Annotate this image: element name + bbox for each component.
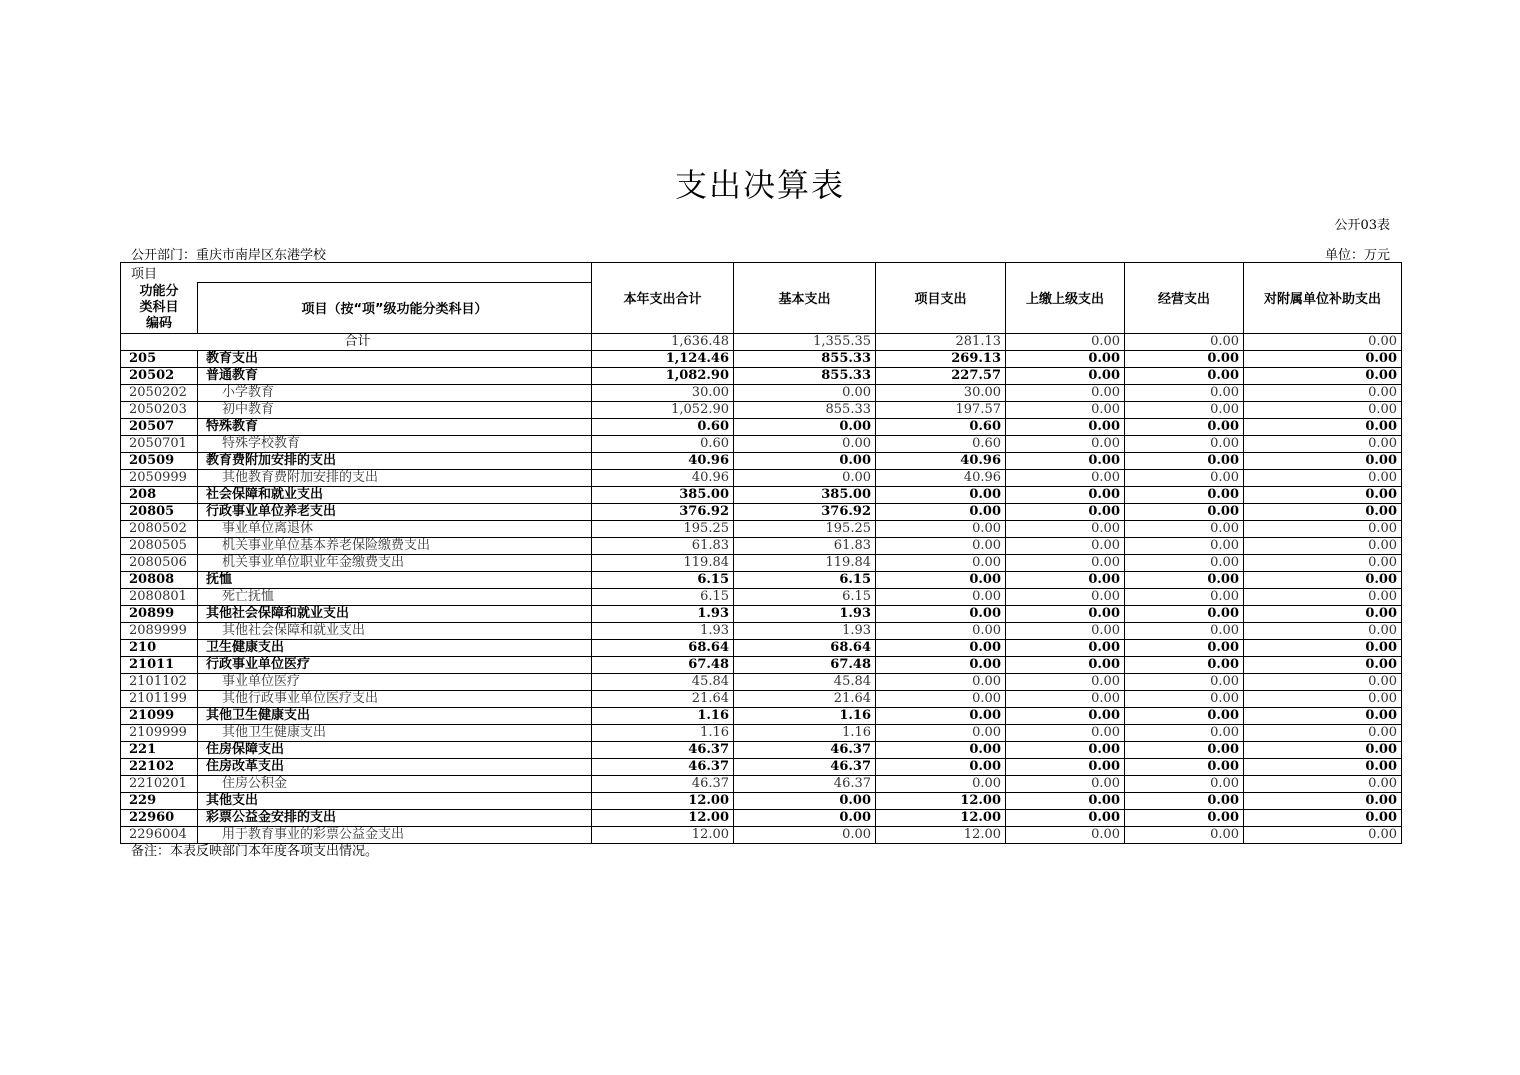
row-value: 0.00: [1244, 571, 1402, 588]
header-func-code: [121, 283, 198, 334]
row-value: 0.00: [1244, 673, 1402, 690]
row-value: 0.00: [734, 792, 876, 809]
row-value: 227.57: [876, 367, 1006, 384]
header-func-code-line3: 编码: [145, 315, 172, 331]
row-value: 855.33: [734, 350, 876, 367]
row-name: 机关事业单位基本养老保险缴费支出: [198, 537, 592, 554]
row-value: 0.00: [1244, 605, 1402, 622]
table-row: [121, 707, 1402, 724]
row-name: 其他教育费附加安排的支出: [198, 469, 592, 486]
table-row: [121, 792, 1402, 809]
row-value: 0.00: [1125, 435, 1244, 452]
total-row: [121, 333, 1402, 350]
row-value: 0.00: [1125, 707, 1244, 724]
row-value: 0.00: [1125, 503, 1244, 520]
row-value: 0.00: [1006, 690, 1125, 707]
row-value: 0.00: [1244, 622, 1402, 639]
row-code: 22102: [121, 758, 198, 775]
header-project-exp: 项目支出: [876, 263, 1006, 334]
total-label: 合计: [121, 333, 592, 350]
row-code: 20502: [121, 367, 198, 384]
row-name: 用于教育事业的彩票公益金支出: [198, 826, 592, 843]
row-code: 210: [121, 639, 198, 656]
row-code: 20805: [121, 503, 198, 520]
row-value: 1.16: [592, 724, 734, 741]
row-value: 0.00: [876, 758, 1006, 775]
row-value: 12.00: [876, 809, 1006, 826]
row-name: 社会保障和就业支出: [198, 486, 592, 503]
row-value: 0.00: [1244, 639, 1402, 656]
row-value: 61.83: [592, 537, 734, 554]
row-value: 0.00: [1125, 809, 1244, 826]
table-row: [121, 350, 1402, 367]
row-value: 0.00: [1006, 673, 1125, 690]
row-value: 0.00: [734, 435, 876, 452]
row-value: 0.00: [1006, 418, 1125, 435]
row-value: 0.00: [1244, 809, 1402, 826]
row-value: 0.00: [1006, 588, 1125, 605]
row-value: 0.00: [1125, 554, 1244, 571]
row-value: 0.00: [876, 622, 1006, 639]
row-value: 0.00: [1006, 537, 1125, 554]
row-name: 其他社会保障和就业支出: [198, 605, 592, 622]
table-row: [121, 741, 1402, 758]
row-value: 46.37: [592, 741, 734, 758]
row-value: 0.00: [1006, 775, 1125, 792]
row-value: 0.00: [1125, 792, 1244, 809]
row-name: 教育费附加安排的支出: [198, 452, 592, 469]
row-value: 0.00: [1006, 435, 1125, 452]
table-row: [121, 401, 1402, 418]
row-value: 0.00: [1244, 350, 1402, 367]
header-basic: 基本支出: [734, 263, 876, 334]
row-value: 0.00: [1125, 486, 1244, 503]
row-value: 0.00: [1006, 758, 1125, 775]
row-value: 0.00: [1006, 792, 1125, 809]
row-value: 0.00: [1006, 503, 1125, 520]
row-name: 特殊教育: [198, 418, 592, 435]
row-code: 20808: [121, 571, 198, 588]
row-name: 彩票公益金安排的支出: [198, 809, 592, 826]
row-value: 0.60: [876, 418, 1006, 435]
row-name: 普通教育: [198, 367, 592, 384]
row-code: 208: [121, 486, 198, 503]
row-value: 0.00: [1006, 350, 1125, 367]
row-value: 0.00: [876, 486, 1006, 503]
row-value: 0.00: [876, 520, 1006, 537]
total-value: 0.00: [1006, 333, 1125, 350]
header-business: 经营支出: [1125, 263, 1244, 334]
row-name: 抚恤: [198, 571, 592, 588]
header-project-name: 项目（按“项”级功能分类科目）: [198, 283, 592, 334]
footnote: 备注：本表反映部门本年度各项支出情况。: [131, 844, 379, 859]
row-code: 22960: [121, 809, 198, 826]
expenditure-table: [120, 262, 1402, 844]
row-name: 初中教育: [198, 401, 592, 418]
row-value: 1.16: [734, 724, 876, 741]
row-value: 0.00: [1006, 724, 1125, 741]
row-value: 0.00: [1244, 418, 1402, 435]
table-row: [121, 673, 1402, 690]
row-name: 住房公积金: [198, 775, 592, 792]
row-value: 0.00: [1125, 452, 1244, 469]
row-value: 40.96: [592, 452, 734, 469]
row-value: 12.00: [876, 826, 1006, 843]
row-name: 住房改革支出: [198, 758, 592, 775]
row-value: 197.57: [876, 401, 1006, 418]
table-row: [121, 384, 1402, 401]
department-label: 公开部门：重庆市南岸区东港学校: [131, 248, 327, 263]
row-value: 0.00: [1125, 418, 1244, 435]
row-code: 2080801: [121, 588, 198, 605]
row-value: 0.00: [1125, 350, 1244, 367]
row-value: 0.00: [876, 639, 1006, 656]
row-value: 61.83: [734, 537, 876, 554]
row-value: 0.00: [1244, 520, 1402, 537]
row-value: 0.00: [1244, 486, 1402, 503]
row-value: 0.00: [1125, 741, 1244, 758]
row-value: 0.00: [1006, 520, 1125, 537]
row-code: 20899: [121, 605, 198, 622]
row-value: 0.00: [1244, 554, 1402, 571]
row-value: 0.00: [734, 384, 876, 401]
row-value: 0.00: [1006, 707, 1125, 724]
table-row: [121, 724, 1402, 741]
row-value: 0.00: [876, 605, 1006, 622]
row-code: 2109999: [121, 724, 198, 741]
row-value: 0.00: [1006, 571, 1125, 588]
table-row: [121, 656, 1402, 673]
row-value: 0.00: [1006, 452, 1125, 469]
header-upper: 上缴上级支出: [1006, 263, 1125, 334]
table-row: [121, 503, 1402, 520]
row-value: 0.00: [1125, 520, 1244, 537]
row-value: 21.64: [592, 690, 734, 707]
row-value: 0.00: [1006, 639, 1125, 656]
row-value: 0.00: [1125, 571, 1244, 588]
table-row: [121, 452, 1402, 469]
row-name: 其他卫生健康支出: [198, 707, 592, 724]
row-value: 376.92: [734, 503, 876, 520]
table-row: [121, 622, 1402, 639]
row-value: 0.00: [1006, 554, 1125, 571]
table-row: [121, 537, 1402, 554]
table-row: [121, 435, 1402, 452]
row-code: 2080502: [121, 520, 198, 537]
row-value: 0.00: [1006, 384, 1125, 401]
total-value: 0.00: [1244, 333, 1402, 350]
row-value: 67.48: [734, 656, 876, 673]
row-name: 其他支出: [198, 792, 592, 809]
row-value: 0.00: [1244, 792, 1402, 809]
row-code: 20509: [121, 452, 198, 469]
row-value: 0.00: [876, 554, 1006, 571]
header-func-code-line1: 功能分: [139, 283, 179, 299]
row-value: 0.00: [1125, 605, 1244, 622]
row-value: 0.00: [1244, 724, 1402, 741]
row-value: 0.00: [1006, 622, 1125, 639]
row-code: 205: [121, 350, 198, 367]
row-name: 特殊学校教育: [198, 435, 592, 452]
row-value: 1.93: [592, 605, 734, 622]
row-value: 68.64: [592, 639, 734, 656]
total-value: 1,636.48: [592, 333, 734, 350]
row-value: 0.00: [1125, 758, 1244, 775]
row-code: 2050701: [121, 435, 198, 452]
row-value: 30.00: [876, 384, 1006, 401]
row-name: 教育支出: [198, 350, 592, 367]
row-code: 2050999: [121, 469, 198, 486]
row-value: 12.00: [876, 792, 1006, 809]
row-value: 0.00: [1006, 401, 1125, 418]
row-value: 0.00: [1244, 537, 1402, 554]
row-value: 68.64: [734, 639, 876, 656]
row-value: 385.00: [734, 486, 876, 503]
row-value: 40.96: [876, 469, 1006, 486]
row-value: 0.60: [592, 435, 734, 452]
row-value: 6.15: [592, 588, 734, 605]
row-value: 46.37: [592, 758, 734, 775]
row-value: 0.00: [734, 809, 876, 826]
row-code: 2080505: [121, 537, 198, 554]
row-value: 0.00: [876, 724, 1006, 741]
row-value: 0.00: [1244, 826, 1402, 843]
header-total: 本年支出合计: [592, 263, 734, 334]
row-value: 0.00: [1125, 639, 1244, 656]
row-value: 0.00: [734, 452, 876, 469]
row-code: 2296004: [121, 826, 198, 843]
table-row: [121, 418, 1402, 435]
row-value: 21.64: [734, 690, 876, 707]
table-row: [121, 775, 1402, 792]
row-name: 小学教育: [198, 384, 592, 401]
table-body: [121, 333, 1402, 843]
table-row: [121, 486, 1402, 503]
row-value: 0.00: [1244, 469, 1402, 486]
row-name: 事业单位离退休: [198, 520, 592, 537]
row-value: 0.00: [876, 503, 1006, 520]
row-value: 0.00: [1244, 452, 1402, 469]
row-value: 0.00: [1244, 367, 1402, 384]
row-code: 2210201: [121, 775, 198, 792]
row-value: 12.00: [592, 826, 734, 843]
row-value: 6.15: [734, 588, 876, 605]
row-value: 1.93: [734, 622, 876, 639]
row-value: 6.15: [734, 571, 876, 588]
row-value: 45.84: [592, 673, 734, 690]
total-value: 281.13: [876, 333, 1006, 350]
row-value: 46.37: [734, 758, 876, 775]
row-name: 卫生健康支出: [198, 639, 592, 656]
row-name: 行政事业单位医疗: [198, 656, 592, 673]
row-code: 21099: [121, 707, 198, 724]
row-value: 0.00: [1125, 775, 1244, 792]
row-value: 0.00: [1006, 469, 1125, 486]
row-value: 0.00: [1006, 486, 1125, 503]
row-value: 12.00: [592, 792, 734, 809]
row-value: 1,124.46: [592, 350, 734, 367]
row-value: 0.00: [1244, 741, 1402, 758]
row-value: 0.00: [1244, 656, 1402, 673]
header-project: 项目: [121, 263, 592, 283]
row-value: 385.00: [592, 486, 734, 503]
row-code: 2101199: [121, 690, 198, 707]
row-value: 0.00: [1125, 367, 1244, 384]
row-value: 0.00: [1125, 469, 1244, 486]
table-row: [121, 520, 1402, 537]
row-value: 0.00: [876, 707, 1006, 724]
row-value: 0.00: [876, 571, 1006, 588]
table-row: [121, 571, 1402, 588]
row-value: 0.00: [1125, 826, 1244, 843]
row-value: 0.00: [1125, 384, 1244, 401]
row-value: 0.00: [1125, 724, 1244, 741]
row-value: 376.92: [592, 503, 734, 520]
row-value: 0.00: [1006, 809, 1125, 826]
row-name: 行政事业单位养老支出: [198, 503, 592, 520]
table-row: [121, 690, 1402, 707]
row-value: 46.37: [592, 775, 734, 792]
row-value: 0.00: [876, 537, 1006, 554]
row-value: 0.00: [1125, 673, 1244, 690]
row-value: 0.00: [1125, 622, 1244, 639]
row-value: 46.37: [734, 775, 876, 792]
row-code: 2050202: [121, 384, 198, 401]
row-code: 2050203: [121, 401, 198, 418]
table-row: [121, 469, 1402, 486]
row-value: 119.84: [592, 554, 734, 571]
row-value: 1,052.90: [592, 401, 734, 418]
row-value: 195.25: [592, 520, 734, 537]
row-value: 0.00: [1125, 588, 1244, 605]
row-name: 住房保障支出: [198, 741, 592, 758]
row-value: 1.93: [734, 605, 876, 622]
row-value: 0.00: [1006, 826, 1125, 843]
row-value: 0.00: [876, 775, 1006, 792]
row-value: 1.16: [592, 707, 734, 724]
total-value: 0.00: [1125, 333, 1244, 350]
table-row: [121, 639, 1402, 656]
table-row: [121, 554, 1402, 571]
table-row: [121, 605, 1402, 622]
row-code: 221: [121, 741, 198, 758]
row-name: 其他卫生健康支出: [198, 724, 592, 741]
row-value: 0.00: [1244, 401, 1402, 418]
row-value: 1.16: [734, 707, 876, 724]
row-value: 0.00: [1006, 367, 1125, 384]
row-value: 0.00: [734, 418, 876, 435]
row-value: 855.33: [734, 401, 876, 418]
row-value: 12.00: [592, 809, 734, 826]
row-name: 事业单位医疗: [198, 673, 592, 690]
row-value: 0.60: [592, 418, 734, 435]
row-code: 2080506: [121, 554, 198, 571]
header-func-code-line2: 类科目: [139, 299, 179, 315]
row-value: 0.60: [876, 435, 1006, 452]
unit-label: 单位：万元: [1324, 248, 1390, 263]
row-value: 1.93: [592, 622, 734, 639]
total-value: 1,355.35: [734, 333, 876, 350]
row-value: 0.00: [876, 690, 1006, 707]
row-value: 40.96: [876, 452, 1006, 469]
row-value: 0.00: [876, 656, 1006, 673]
row-value: 30.00: [592, 384, 734, 401]
row-value: 45.84: [734, 673, 876, 690]
table-row: [121, 588, 1402, 605]
row-value: 195.25: [734, 520, 876, 537]
row-value: 0.00: [1125, 537, 1244, 554]
row-value: 0.00: [1244, 775, 1402, 792]
row-value: 119.84: [734, 554, 876, 571]
row-value: 0.00: [1244, 435, 1402, 452]
row-value: 6.15: [592, 571, 734, 588]
row-value: 67.48: [592, 656, 734, 673]
row-value: 0.00: [876, 741, 1006, 758]
row-code: 2089999: [121, 622, 198, 639]
row-code: 2101102: [121, 673, 198, 690]
table-code: 公开03表: [1334, 218, 1390, 233]
row-value: 0.00: [1244, 384, 1402, 401]
row-value: 0.00: [1006, 741, 1125, 758]
row-value: 0.00: [876, 673, 1006, 690]
row-value: 269.13: [876, 350, 1006, 367]
row-name: 机关事业单位职业年金缴费支出: [198, 554, 592, 571]
page-title: 支出决算表: [674, 166, 845, 204]
row-value: 0.00: [1244, 707, 1402, 724]
row-name: 死亡抚恤: [198, 588, 592, 605]
row-value: 0.00: [1244, 503, 1402, 520]
row-value: 0.00: [876, 588, 1006, 605]
row-value: 0.00: [1006, 656, 1125, 673]
row-code: 229: [121, 792, 198, 809]
row-value: 0.00: [1125, 690, 1244, 707]
row-code: 21011: [121, 656, 198, 673]
row-value: 855.33: [734, 367, 876, 384]
row-name: 其他行政事业单位医疗支出: [198, 690, 592, 707]
row-value: 0.00: [1244, 758, 1402, 775]
row-value: 0.00: [1125, 656, 1244, 673]
table-row: [121, 758, 1402, 775]
row-value: 46.37: [734, 741, 876, 758]
table-row: [121, 367, 1402, 384]
row-value: 40.96: [592, 469, 734, 486]
row-value: 1,082.90: [592, 367, 734, 384]
row-code: 20507: [121, 418, 198, 435]
row-value: 0.00: [734, 469, 876, 486]
row-value: 0.00: [1244, 588, 1402, 605]
row-value: 0.00: [734, 826, 876, 843]
table-row: [121, 809, 1402, 826]
row-value: 0.00: [1244, 690, 1402, 707]
row-value: 0.00: [1006, 605, 1125, 622]
row-name: 其他社会保障和就业支出: [198, 622, 592, 639]
row-value: 0.00: [1125, 401, 1244, 418]
header-subsidy: 对附属单位补助支出: [1244, 263, 1402, 334]
